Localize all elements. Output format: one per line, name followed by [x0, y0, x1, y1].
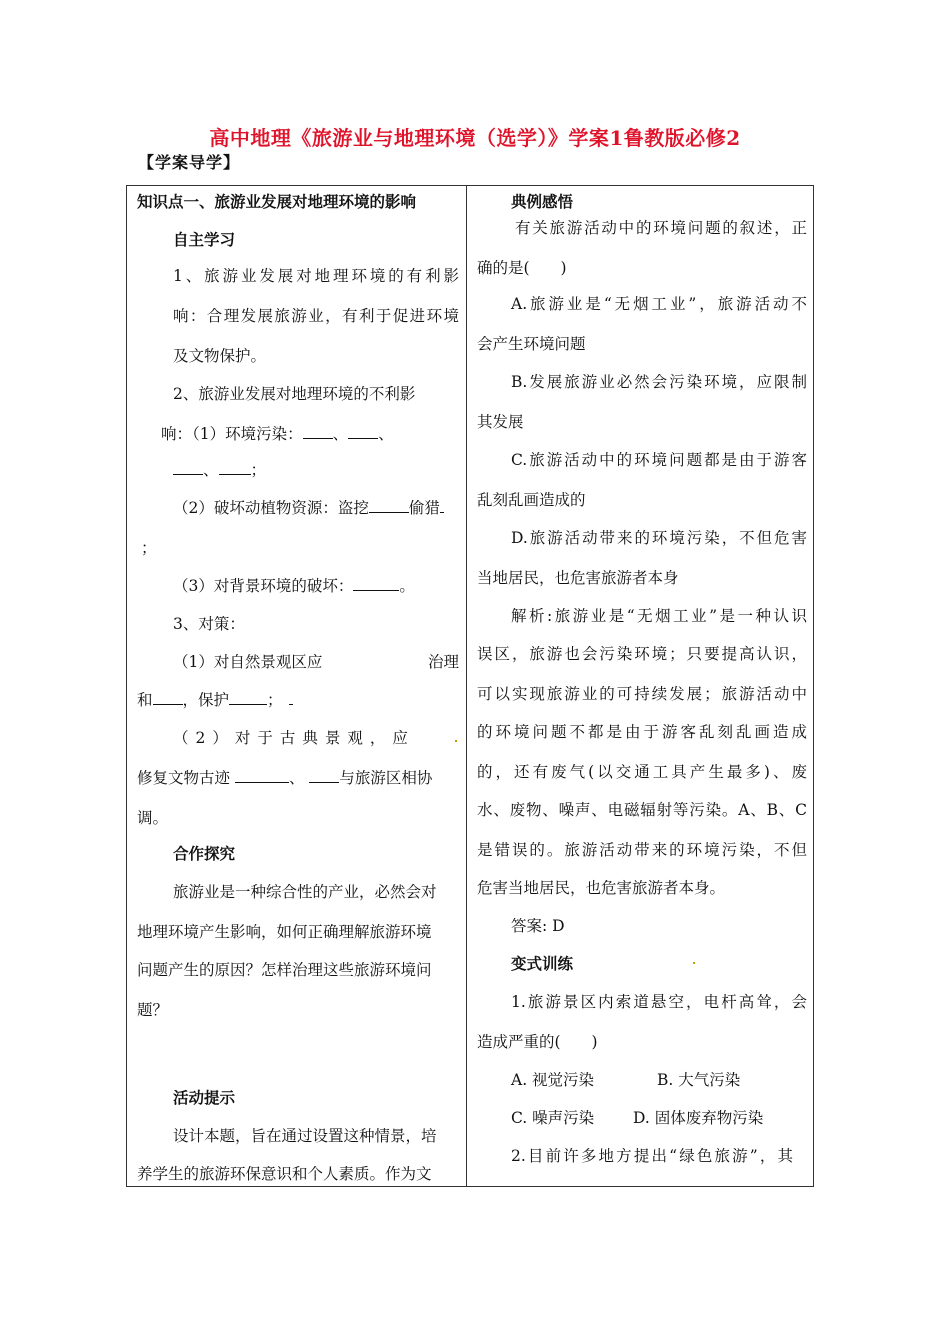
text-line: 的环境问题不都是由于游客乱刻乱画造成	[477, 723, 807, 741]
cooperation-heading: 合作探究	[173, 844, 236, 863]
option-c: C. 噪声污染	[511, 1109, 595, 1127]
text-line: A.旅游业是“无烟工业”，旅游活动不	[511, 295, 807, 313]
text-line: 水、废物、噪声、电磁辐射等污染。A、B、C	[477, 801, 807, 819]
text-line: D.旅游活动带来的环境污染，不但危害	[511, 529, 807, 547]
fill-blank	[440, 498, 444, 513]
section-label: 【学案导学】	[138, 153, 241, 172]
punct: ；	[267, 691, 283, 709]
pollution-line	[161, 422, 394, 444]
text-segment: （3）对背景环境的破坏：	[173, 577, 354, 595]
fill-blank	[219, 460, 251, 475]
resource-line	[173, 496, 444, 518]
study-table	[126, 185, 814, 1187]
text-segment: 偷猎	[408, 499, 440, 517]
measure-line-2	[137, 688, 293, 710]
knowledge-point-heading: 知识点一、旅游业发展对地理环境的影响	[137, 192, 417, 211]
text-segment: （2）破坏动植物资源：盗挖	[173, 499, 369, 517]
punct: 。	[399, 577, 415, 595]
self-study-heading: 自主学习	[173, 230, 236, 249]
document-title: 高中地理《旅游业与地理环境（选学）》学案1鲁教版必修2	[209, 126, 741, 150]
text-segment: 和	[137, 691, 153, 709]
text-line: 1、旅游业发展对地理环境的有利影	[173, 267, 459, 285]
text-line: （2）对于古典景观，应	[173, 729, 415, 747]
variant-heading: 变式训练	[511, 954, 574, 973]
background-line	[173, 574, 415, 596]
option-a: A. 视觉污染	[511, 1071, 595, 1089]
text-line: 乱刻乱画造成的	[477, 491, 586, 509]
example-heading: 典例感悟	[511, 192, 574, 211]
column-divider	[466, 186, 467, 1186]
text-line: 误区，旅游也会污染环境；只要提高认识，	[477, 645, 807, 663]
text-line: 3、对策：	[173, 615, 245, 633]
text-line: 危害当地居民，也危害旅游者本身。	[477, 879, 726, 897]
fill-blank	[309, 768, 339, 783]
stray-dot	[455, 740, 457, 742]
text-line: 地理环境产生影响，如何正确理解旅游环境	[137, 923, 432, 941]
option-b: B. 大气污染	[657, 1071, 741, 1089]
answer-line: 答案: D	[511, 917, 565, 935]
text-line: 养学生的旅游环保意识和个人素质。作为文	[137, 1165, 432, 1183]
text-line: 题？	[137, 1001, 169, 1019]
measure-line	[173, 650, 459, 672]
text-line: 的，还有废气(以交通工具产生最多)、废	[477, 763, 807, 781]
text-line: 2、旅游业发展对地理环境的不利影	[173, 385, 416, 403]
text-line: 问题产生的原因？怎样治理这些旅游环境问	[137, 961, 432, 979]
text-line: 设计本题，旨在通过设置这种情景，培	[173, 1127, 437, 1145]
text-segment: ，保护	[182, 691, 230, 709]
text-line: ；	[141, 539, 157, 557]
fill-blank	[353, 576, 399, 591]
punct: ；	[250, 461, 267, 479]
punct: 、	[378, 425, 394, 443]
fill-blank	[153, 690, 183, 705]
fill-blank	[289, 690, 293, 705]
text-line: 解析:旅游业是“无烟工业”是一种认识	[511, 607, 807, 625]
text-line: 及文物保护。	[173, 347, 267, 365]
text-line: 会产生环境问题	[477, 335, 586, 353]
fill-blank	[369, 498, 409, 513]
text-segment: （1）对自然景观区应	[173, 653, 323, 671]
text-line: 造成严重的( )	[477, 1033, 598, 1051]
text-line: 其发展	[477, 413, 524, 431]
text-line: 有关旅游活动中的环境问题的叙述，正	[515, 219, 807, 237]
text-segment: 修复文物古迹	[137, 769, 231, 787]
text-line: 1.旅游景区内索道悬空，电杆高耸，会	[511, 993, 807, 1011]
fill-blank	[229, 690, 267, 705]
stray-dot	[693, 962, 695, 964]
pollution-line-2	[173, 458, 266, 480]
text-line: 当地居民，也危害旅游者本身	[477, 569, 679, 587]
text-line: 是错误的。旅游活动带来的环境污染，不但	[477, 841, 807, 859]
text-segment: 与旅游区相协	[339, 769, 433, 787]
text-line: 调。	[137, 809, 169, 827]
text-line: 旅游业是一种综合性的产业，必然会对	[173, 883, 437, 901]
text-line: 确的是( )	[477, 259, 567, 277]
text-line: 2.目前许多地方提出“绿色旅游”，其	[511, 1147, 793, 1165]
text-segment: 治理	[427, 653, 459, 671]
text-line: 可以实现旅游业的可持续发展；旅游活动中	[477, 685, 807, 703]
fill-blank	[235, 768, 289, 783]
fill-blank	[348, 424, 378, 439]
punct: 、	[332, 425, 349, 443]
fill-blank	[303, 424, 333, 439]
text-line: C.旅游活动中的环境问题都是由于游客	[511, 451, 807, 469]
text-segment: 响：（1）环境污染：	[161, 425, 303, 443]
punct: 、	[203, 461, 219, 479]
restore-line	[137, 766, 432, 788]
text-line: B.发展旅游业必然会污染环境，应限制	[511, 373, 807, 391]
fill-blank	[173, 460, 203, 475]
activity-hint-heading: 活动提示	[173, 1088, 236, 1107]
option-d: D. 固体废弃物污染	[633, 1109, 764, 1127]
punct: 、	[288, 769, 305, 787]
text-line: 响：合理发展旅游业，有利于促进环境	[173, 307, 459, 325]
